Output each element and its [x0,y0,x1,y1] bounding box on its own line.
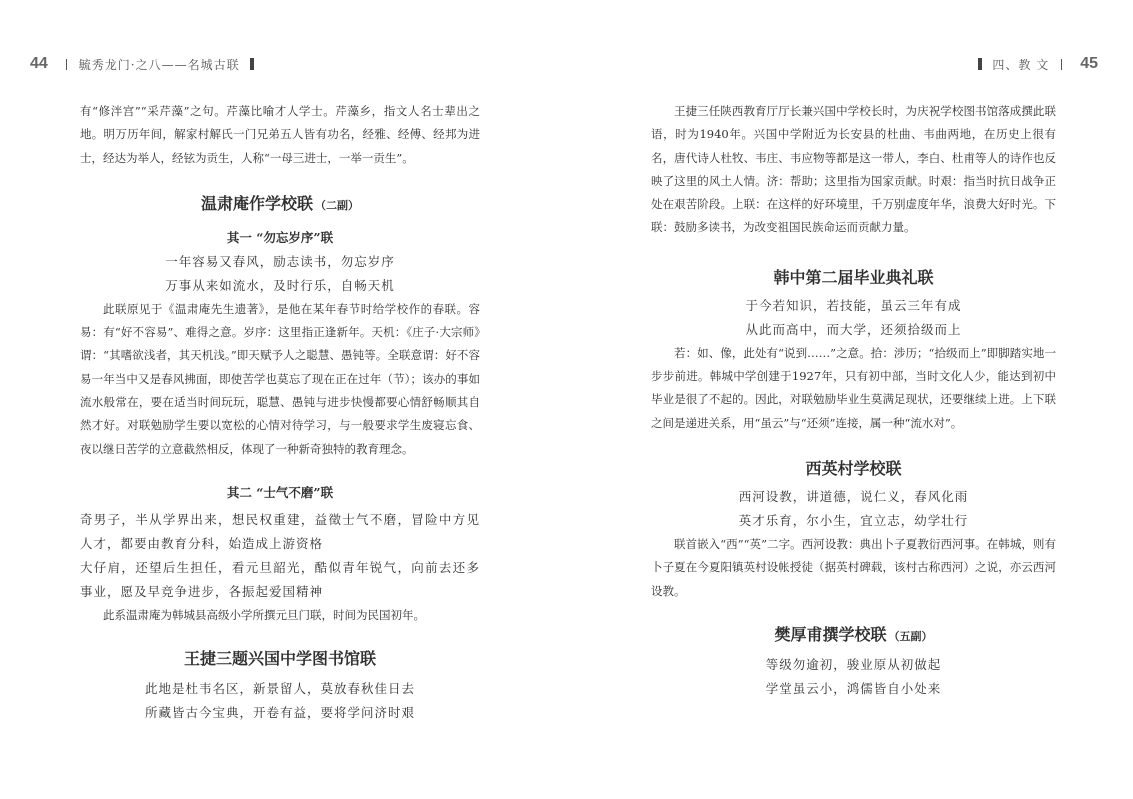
right-header-title: 四、教 文 [992,57,1050,72]
right-page-number: 45 [1080,55,1098,72]
section-title-fan-houfu [651,621,1056,651]
section-title-wang-jiesan: 王捷三题兴国中学图书馆联 [183,649,376,669]
section-title-xiying: 西英村学校联 [805,458,902,478]
fan-couplet-line-2: 学堂虽云小，鸿儒皆自小处来 [765,680,942,696]
graduation-couplet-line-1: 于今若知识，若技能，虽云三年有成 [745,297,962,313]
fan-couplet-line-1: 等级勿逾初，骏业原从初做起 [765,656,942,672]
xiying-couplet-line-2: 英才乐育，尔小生，宜立志，幼学壮行 [738,512,969,528]
library-couplet-line-1: 此地是杜韦名区，新景留人，莫放春秋佳日去 [144,681,415,697]
section-subtitle: （二副） [315,198,359,212]
section-title-text: 樊厚甫撰学校联 [774,624,887,644]
xiying-couplet-note: 联首嵌入“西”“英”二字。西河设教：典出卜子夏教衍西河事。在韩城，则有卜子夏在今夏阳镇英村设帐授徒（据英村碑载，该村古称西河）之说，亦云西河设教。 [651,536,1056,598]
section-subtitle: （五副） [888,629,933,643]
graduation-couplet-note: 若：如、像，此处有“说到……”之意。拾：涉历；“拾级而上”即脚踏实地一步步前进。韩城中学创建于1927年，只有初中部，当时文化人少，能达到初中毕业是很了不起的。因此，对联勉励毕业生莫满足现状，还要继续上进。上下联之间是递进关系，用“虽云”与“还须”连接，属一种“流水对”。 [651,345,1056,430]
section-title-wen-suan [80,190,480,220]
right-page-body [651,100,1056,701]
xiying-couplet-line-1: 西河设教，讲道德，说仁义，春风化雨 [738,488,969,504]
left-page-number: 44 [30,55,48,72]
header-block-mark [250,58,254,70]
graduation-couplet-line-2: 从此而高中，而大学，还须拾级而上 [745,321,962,337]
header-block-mark [978,58,982,70]
section-title-hanzhong: 韩中第二届毕业典礼联 [773,267,934,287]
couplet-1-note: 此联原见于《温肃庵先生遗著》，是他在某年春节时给学校作的春联。容易：有“好不容易”、难得之意。岁序：这里指正逢新年。天机：《庄子·大宗师》谓：“其嗜欲浅者，其天机浅。”即天赋予人之聪慧、愚钝等。全联意谓：好不容易一年当中又是春风拂面，即使苦学也莫忘了现在正在过年（节）；该办的事如流水般常在，要在适当时间玩玩，聪慧、愚钝与进步快慢都要心情舒畅顺其自然才好。对联勉励学生要以宽松的心情对待学习，与一般要求学生废寝忘食、夜以继日苦学的立意截然相反，体现了一种新奇独特的教育理念。 [80,301,480,456]
right-intro-paragraph: 王捷三任陕西教育厅厅长兼兴国中学校长时，为庆祝学校图书馆落成撰此联语，时为1940年。兴国中学附近为长安县的杜曲、韦曲两地，在历史上很有名，唐代诗人杜牧、韦庄、韦应物等都是这一带人，李白、杜甫等人的诗作也反映了这里的风土人情。济：帮助；这里指为国家贡献。时艰：指当时抗日战争正处在艰苦阶段。上联：在这样的好环境里，千万别虚度年华，浪费大好时光。下联：鼓励多读书，为改变祖国民族命运而贡献力量。 [651,104,1056,235]
right-page-header [968,52,1098,76]
couplet-1-line-2: 万事从来如流水，及时行乐，自畅天机 [165,277,395,293]
right-page [566,0,1133,799]
couplet-heading-2: 其二 “士气不磨”联 [226,484,334,500]
left-page [0,0,566,799]
section-title-text: 温肃庵作学校联 [200,193,313,213]
couplet-1-line-1: 一年容易又春风，励志读书，勿忘岁序 [165,253,395,269]
left-page-header [30,52,264,76]
couplet-2-note: 此系温肃庵为韩城县高级小学所撰元旦门联，时间为民国初年。 [103,607,425,622]
library-couplet-line-2: 所藏皆古今宝典，开卷有益，要将学问济时艰 [144,705,415,721]
header-divider [1061,59,1062,70]
left-page-body [80,100,480,725]
couplet-heading-1: 其一 “勿忘岁序”联 [226,229,334,245]
left-intro-paragraph: 有“修泮宫”“采芹藻”之句。芹藻比喻才人学士。芹藻乡，指文人名士辈出之地。明万历年间，解家村解氏一门兄弟五人皆有功名，经雅、经傅、经邦为进士，经达为举人，经铉为贡生，人称“一母三进士，一举一贡生”。 [80,104,480,165]
left-header-title: 毓秀龙门·之八——名城古联 [78,57,240,72]
header-divider [66,59,67,70]
couplet-2-line-1: 奇男子，半从学界出来，想民权重建，益徵士气不磨，冒险中方见人才，都要由教育分科，始造成上游资格 [80,511,480,551]
couplet-2-line-2: 大仔肩，还望后生担任，看元旦韶光，酷似青年锐气，向前去还多事业，愿及早竞争进步，各振起爱国精神 [80,559,480,599]
